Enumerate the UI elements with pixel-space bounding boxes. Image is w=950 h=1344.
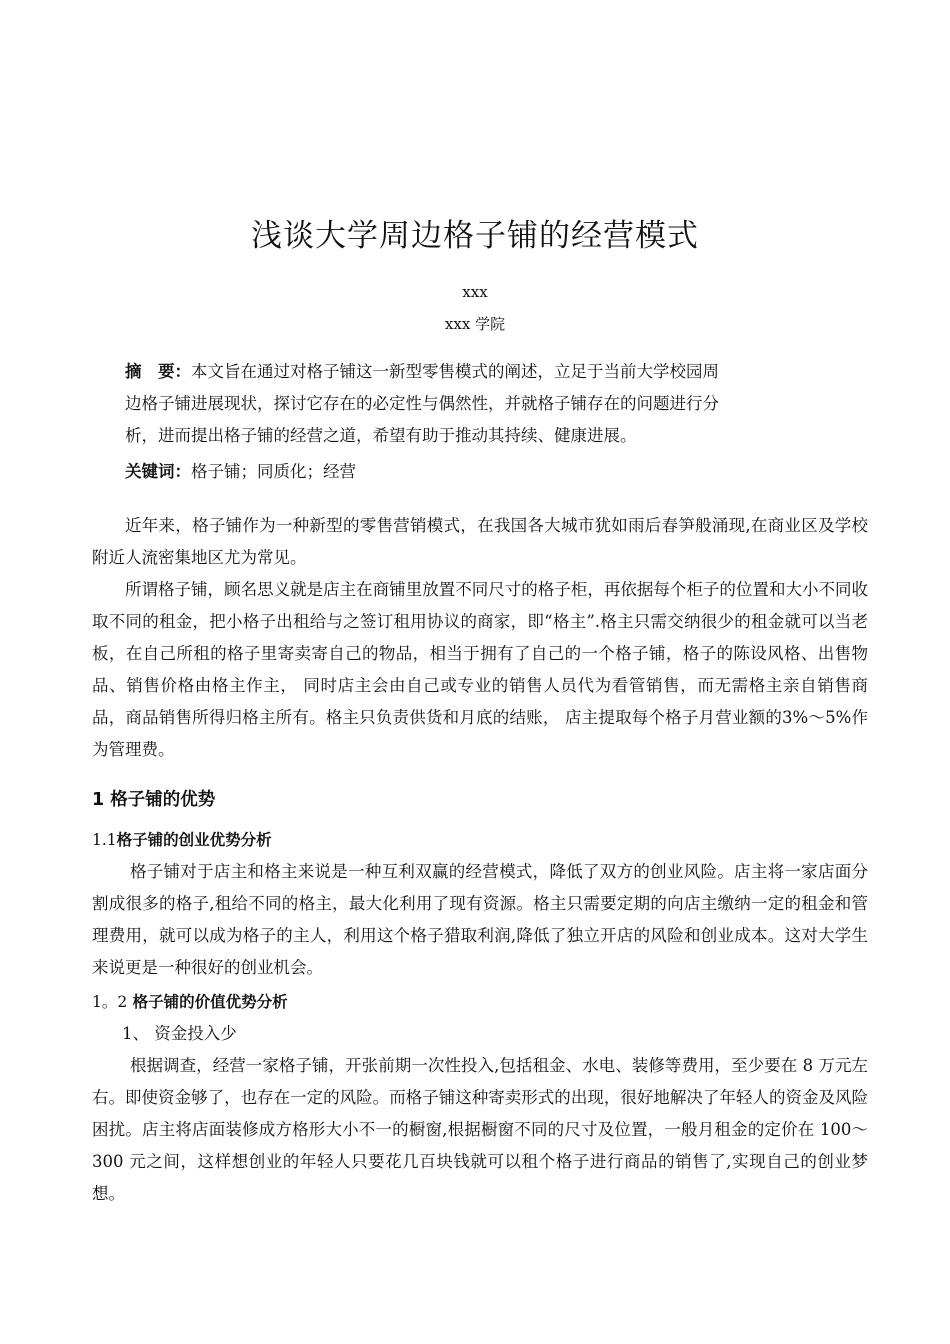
abstract-line-3: 析，进而提出格子铺的经营之道，希望有助于推动其持续、健康进展。 (125, 426, 637, 445)
section-1-2-paragraph: 根据调查，经营一家格子铺，开张前期一次性投入,包括租金、水电、装修等费用，至少要在 8 万元左右。即使资金够了，也存在一定的风险。而格子铺这种寄卖形式的出现，很好地解决了年轻人的资金及风险困扰。店主将店面装修成方格形大小不一的橱窗,根据橱窗不同的尺寸及位置，一般月租金的定价在 100～300 元之间，这样想创业的年轻人只要花几百块钱就可以租个格子进行商品的销售了,实现自己的创业梦想。 (92, 1056, 868, 1203)
abstract-text-1: 本文旨在通过对格子铺这一新型零售模式的阐述，立足于当前大学校园周 (191, 362, 719, 381)
abstract-block (125, 356, 830, 452)
section-1-1-title: 格子铺的创业优势分析 (116, 831, 272, 849)
body-text (92, 510, 868, 1210)
section-1-heading: 1 格子铺的优势 (92, 790, 216, 810)
author-name: xxx (462, 283, 488, 301)
list-item-1: 1、 资金投入少 (122, 1024, 237, 1043)
abstract-label: 摘 要： (125, 362, 191, 381)
section-1-1-paragraph: 格子铺对于店主和格主来说是一种互利双赢的经营模式，降低了双方的创业风险。店主将一家店面分割成很多的格子,租给不同的格主，最大化利用了现有资源。格主只需要定期的向店主缴纳一定的租金和管理费用，就可以成为格子的主人，利用这个格子猎取利润,降低了独立开店的风险和创业成本。这对大学生来说更是一种很好的创业机会。 (92, 862, 868, 977)
keywords-text: 格子铺；同质化；经营 (191, 462, 356, 481)
section-1-1-number: 1.1 (92, 831, 117, 849)
abstract-line-1 (125, 356, 830, 388)
keywords-block (125, 456, 830, 488)
section-1-2-number: 1。2 (92, 993, 128, 1011)
abstract-line-2: 边格子铺进展现状，探讨它存在的必定性与偶然性，并就格子铺存在的问题进行分 (125, 394, 719, 413)
intro-paragraph-2: 所谓格子铺，顾名思义就是店主在商铺里放置不同尺寸的格子柜，再依据每个柜子的位置和大小不同收取不同的租金，把小格子出租给与之签订租用协议的商家，即“格主”.格主只需交纳很少的租金就可以当老板，在自己所租的格子里寄卖寄自己的物品，相当于拥有了自己的一个格子铺，格子的陈设风格、出售物品、销售价格由格主作主， 同时店主会由自己或专业的销售人员代为看管销售，而无需格主亲自销售商品，商品销售所得归格主所有。格主只负责供货和月底的结账， 店主提取每个格子月营业额的3%～5%作为管理费。 (92, 580, 868, 759)
author-affiliation: xxx 学院 (444, 315, 506, 333)
keywords-label: 关键词： (125, 462, 191, 481)
section-1-1-heading (92, 824, 868, 856)
intro-paragraph-1: 近年来，格子铺作为一种新型的零售营销模式，在我国各大城市犹如雨后春笋般涌现,在商业区及学校附近人流密集地区尤为常见。 (92, 516, 868, 567)
section-1-2-heading (92, 986, 868, 1018)
paper-title: 浅谈大学周边格子铺的经营模式 (251, 218, 699, 254)
section-1-2-title: 格子铺的价值优势分析 (132, 993, 288, 1011)
